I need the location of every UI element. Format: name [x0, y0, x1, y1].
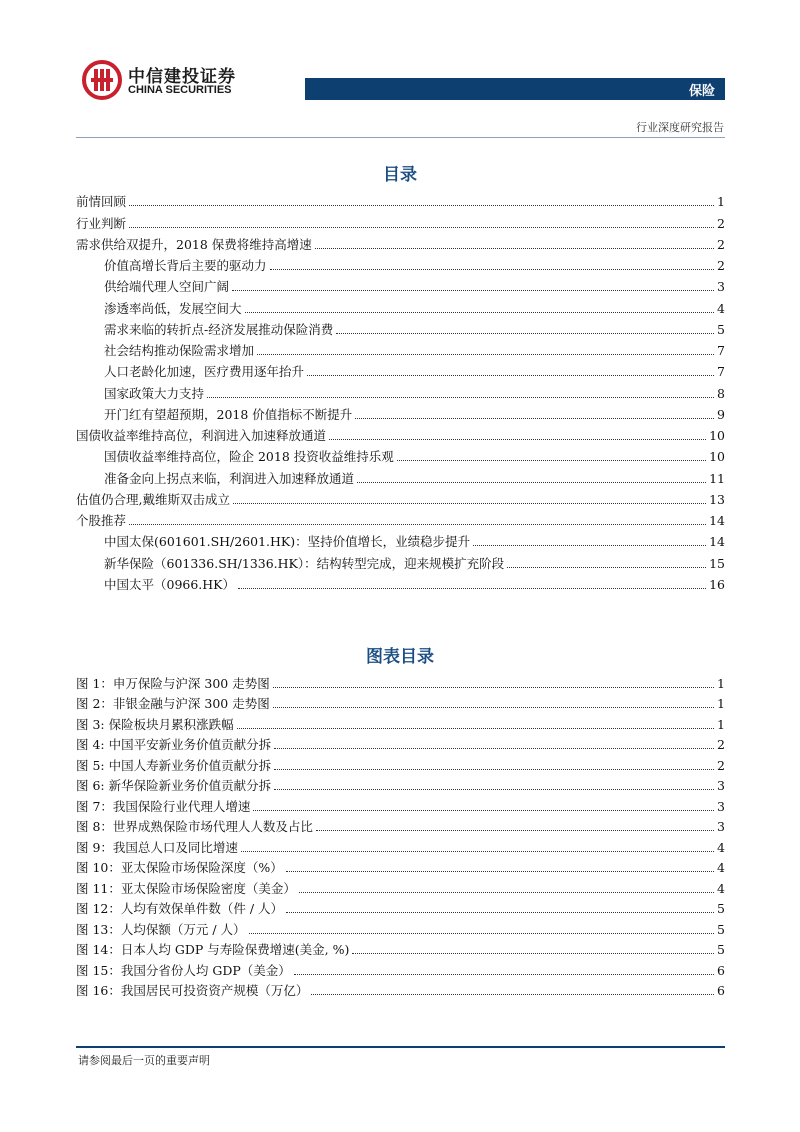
entry-title: 开门红有望超预期，2018 价值指标不断提升: [104, 406, 353, 422]
page-number: 3: [717, 778, 725, 793]
toc-entry[interactable]: [76, 876, 725, 897]
dot-leader: [315, 248, 714, 249]
dot-leader: [237, 728, 714, 729]
toc-entry[interactable]: [76, 465, 725, 486]
toc-entry[interactable]: [76, 402, 725, 423]
entry-title: 图 8：世界成熟保险市场代理人人数及占比: [76, 819, 313, 834]
entry-title: 中国太保(601601.SH/2601.HK)：坚持价值增长，业绩稳步提升: [104, 534, 471, 550]
entry-title: 人口老龄化加速，医疗费用逐年抬升: [104, 364, 305, 380]
page-number: 5: [717, 321, 725, 337]
dot-leader: [473, 545, 706, 546]
page-number: 5: [717, 942, 725, 957]
dot-leader: [336, 333, 714, 334]
toc-entry[interactable]: [76, 253, 725, 274]
page-number: 14: [709, 534, 725, 550]
dot-leader: [357, 482, 706, 483]
toc-entry[interactable]: [76, 508, 725, 529]
dot-leader: [355, 418, 714, 419]
toc-entry[interactable]: [76, 423, 725, 444]
brand-logo: [82, 60, 252, 100]
entry-title: 国债收益率维持高位，险企 2018 投资收益维持乐观: [104, 449, 394, 465]
toc-entry[interactable]: [76, 189, 725, 210]
toc-entry[interactable]: [76, 958, 725, 979]
entry-title: 图 2：非银金融与沪深 300 走势图: [76, 696, 270, 711]
entry-title: 图 12：人均有效保单件数（件 / 人）: [76, 901, 284, 916]
brand-name-cn: 中信建投证券: [128, 67, 236, 87]
entry-title: 价值高增长背后主要的驱动力: [104, 258, 267, 273]
dot-leader: [397, 460, 706, 461]
lof-title: 图表目录: [366, 647, 434, 667]
dot-leader: [238, 588, 706, 589]
toc-entry[interactable]: [76, 572, 725, 593]
page-number: 3: [717, 279, 725, 295]
sector-bar: [305, 78, 725, 100]
entry-title: 社会结构推动保险需求增加: [104, 343, 255, 358]
toc-list: [76, 189, 725, 593]
sector-label: 保险: [688, 84, 715, 99]
toc-entry[interactable]: [76, 359, 725, 380]
toc-entry[interactable]: [76, 692, 725, 713]
page-number: 4: [717, 839, 725, 855]
dot-leader: [270, 269, 715, 270]
entry-title: 需求供给双提升，2018 保费将维持高增速: [76, 236, 312, 252]
page-number: 9: [717, 406, 725, 422]
page-number: 6: [717, 962, 725, 978]
entry-title: 图 10：亚太保险市场保险深度（%）: [76, 860, 283, 875]
dot-leader: [294, 974, 714, 975]
toc-entry[interactable]: [76, 210, 725, 231]
report-type: 行业深度研究报告: [636, 121, 724, 134]
dot-leader: [329, 439, 706, 440]
toc-entry[interactable]: [76, 917, 725, 938]
page-number: 4: [717, 880, 725, 896]
entry-title: 图 13：人均保额（万元 / 人）: [76, 921, 246, 937]
entry-title: 行业判断: [76, 215, 127, 231]
dot-leader: [299, 892, 714, 893]
entry-title: 中国太平（0966.HK）: [104, 576, 236, 592]
dot-leader: [253, 810, 714, 811]
entry-title: 图 4: 中国平安新业务价值贡献分拆: [76, 737, 272, 752]
page-number: 4: [717, 300, 725, 316]
page-number: 1: [717, 696, 725, 711]
page-number: 2: [717, 737, 725, 752]
dot-leader: [249, 933, 715, 934]
toc-entry[interactable]: [76, 753, 725, 774]
entry-title: 图 15：我国分省份人均 GDP（美金）: [76, 962, 291, 978]
toc-entry[interactable]: [76, 794, 725, 815]
page-number: 1: [717, 194, 725, 210]
entry-title: 国债收益率维持高位，利润进入加速释放通道: [76, 428, 327, 443]
toc-entry[interactable]: [76, 380, 725, 401]
toc-entry[interactable]: [76, 815, 725, 836]
page-number: 3: [717, 819, 725, 834]
footer-disclaimer: 请参阅最后一页的重要声明: [78, 1054, 210, 1067]
dot-leader: [311, 994, 714, 995]
dot-leader: [241, 851, 714, 852]
page-number: 6: [717, 983, 725, 998]
toc-entry[interactable]: [76, 317, 725, 338]
page-number: 7: [717, 364, 725, 380]
entry-title: 图 6: 新华保险新业务价值贡献分拆: [76, 778, 272, 793]
china-securities-logo-icon: [82, 60, 122, 100]
toc-entry[interactable]: [76, 733, 725, 754]
page-number: 5: [717, 901, 725, 916]
entry-title: 前情回顾: [76, 194, 127, 210]
toc-entry[interactable]: [76, 444, 725, 465]
toc-entry[interactable]: [76, 897, 725, 918]
dot-leader: [207, 397, 714, 398]
dot-leader: [507, 567, 706, 568]
entry-title: 图 9：我国总人口及同比增速: [76, 839, 238, 855]
page-number: 10: [709, 449, 725, 465]
dot-leader: [257, 354, 714, 355]
dot-leader: [274, 769, 714, 770]
dot-leader: [307, 375, 714, 376]
page-number: 1: [717, 716, 725, 732]
toc-entry[interactable]: [76, 979, 725, 1000]
dot-leader: [129, 524, 706, 525]
page-number: 7: [717, 343, 725, 358]
dot-leader: [352, 953, 714, 954]
toc-entry[interactable]: [76, 712, 725, 733]
dot-leader: [274, 789, 714, 790]
page-number: 14: [709, 513, 725, 528]
page-number: 2: [717, 236, 725, 252]
toc-entry[interactable]: [76, 338, 725, 359]
toc-entry[interactable]: [76, 487, 725, 508]
dot-leader: [129, 205, 714, 206]
toc-entry[interactable]: [76, 274, 725, 295]
entry-title: 图 1：申万保险与沪深 300 走势图: [76, 675, 270, 691]
page-number: 4: [717, 860, 725, 875]
page-number: 13: [709, 491, 725, 507]
toc-entry[interactable]: [76, 295, 725, 316]
page-number: 16: [709, 576, 725, 592]
dot-leader: [274, 748, 714, 749]
page-number: 11: [709, 470, 725, 486]
toc-entry[interactable]: [76, 550, 725, 571]
page-number: 2: [717, 757, 725, 773]
entry-title: 图 11：亚太保险市场保险密度（美金）: [76, 880, 296, 896]
header-divider: [76, 137, 725, 138]
page-number: 15: [709, 555, 725, 571]
page-number: 1: [717, 675, 725, 691]
dot-leader: [233, 503, 706, 504]
entry-title: 新华保险（601336.SH/1336.HK）：结构转型完成，迎来规模扩充阶段: [104, 555, 505, 571]
entry-title: 图 16：我国居民可投资资产规模（万亿）: [76, 983, 309, 998]
footer-divider: [76, 1046, 725, 1048]
entry-title: 个股推荐: [76, 513, 127, 528]
entry-title: 图 5: 中国人寿新业务价值贡献分拆: [76, 757, 272, 773]
dot-leader: [286, 871, 714, 872]
brand-name-en: CHINA SECURITIES: [128, 84, 232, 96]
toc-entry[interactable]: [76, 671, 725, 692]
page-number: 3: [717, 798, 725, 814]
dot-leader: [129, 227, 714, 228]
toc-entry[interactable]: [76, 835, 725, 856]
lof-list: [76, 671, 725, 999]
toc-entry[interactable]: [76, 938, 725, 959]
entry-title: 图 14：日本人均 GDP 与寿险保费增速(美金, %): [76, 942, 350, 957]
entry-title: 图 3: 保险板块月累积涨跌幅: [76, 716, 234, 732]
page-number: 10: [709, 428, 725, 443]
page-number: 2: [717, 215, 725, 231]
toc-entry[interactable]: [76, 232, 725, 253]
dot-leader: [316, 830, 714, 831]
dot-leader: [273, 687, 714, 688]
entry-title: 准备金向上拐点来临，利润进入加速释放通道: [104, 470, 355, 486]
entry-title: 需求来临的转折点-经济发展推动保险消费: [104, 321, 334, 337]
entry-title: 国家政策大力支持: [104, 385, 205, 401]
toc-entry[interactable]: [76, 529, 725, 550]
dot-leader: [273, 707, 714, 708]
dot-leader: [232, 290, 714, 291]
page-number: 2: [717, 258, 725, 273]
toc-entry[interactable]: [76, 856, 725, 877]
entry-title: 供给端代理人空间广阔: [104, 279, 230, 295]
dot-leader: [286, 912, 714, 913]
toc-entry[interactable]: [76, 774, 725, 795]
dot-leader: [245, 312, 715, 313]
entry-title: 估值仍合理,戴维斯双击成立: [76, 491, 230, 507]
toc-title: 目录: [383, 165, 417, 185]
entry-title: 图 7：我国保险行业代理人增速: [76, 798, 251, 814]
page-number: 5: [717, 921, 725, 937]
entry-title: 渗透率尚低，发展空间大: [104, 300, 242, 316]
page-number: 8: [717, 385, 725, 401]
